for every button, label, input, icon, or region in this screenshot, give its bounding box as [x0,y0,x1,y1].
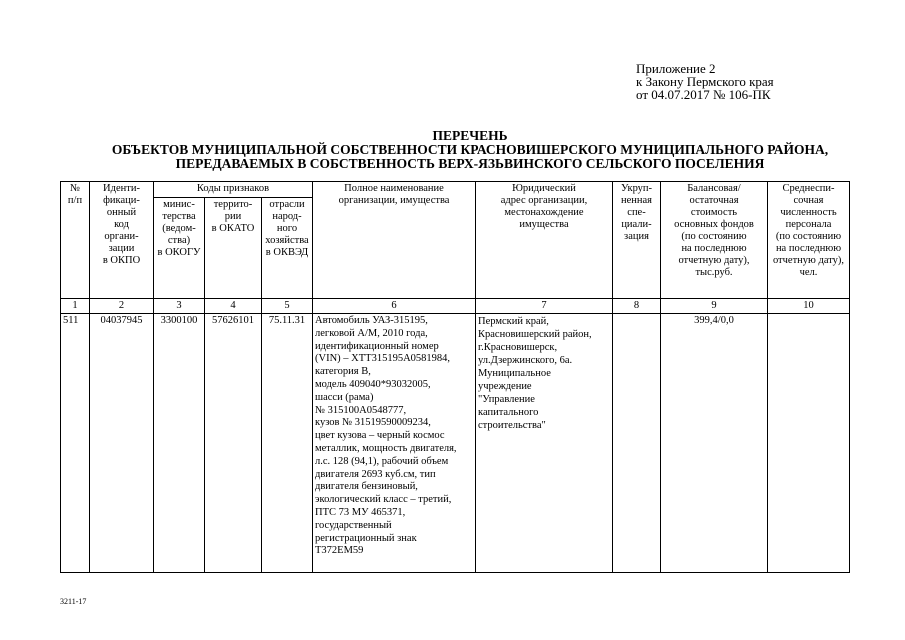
cell-okved: 75.11.31 [262,314,313,573]
header-staff: Среднеспи- сочная численность персонала (по состоянию на последнюю отчетную дату), чел. [768,182,850,299]
cell-okogu: 3300100 [154,314,205,573]
appendix-line-1: Приложение 2 [636,61,716,76]
title-line-2: ОБЪЕКТОВ МУНИЦИПАЛЬНОЙ СОБСТВЕННОСТИ КРАСНОВИШЕРСКОГО МУНИЦИПАЛЬНОГО РАЙОНА, [111,142,829,157]
column-number: 3 [154,299,205,314]
title-line-3: ПЕРЕДАВАЕМЫХ В СОБСТВЕННОСТЬ ВЕРХ-ЯЗЬВИНСКОГО СЕЛЬСКОГО ПОСЕЛЕНИЯ [175,156,765,171]
header-num: № п/п [61,182,90,299]
cell-balance: 399,4/0,0 [661,314,768,573]
property-table [60,181,850,573]
header-okved: отрасли народ- ного хозяйства в ОКВЭД [262,198,313,299]
column-number: 9 [661,299,768,314]
cell-object-name: Автомобиль УАЗ-315195, легковой А/М, 2010 года, идентификационный номер (VIN) – ХТТ315195А0581984, категория В, модель 409040*93032005, шасси (рама) № 315100А0548777, кузов № 31519590009234, цвет кузова – черный космос металлик, мощность двигателя, л.с. 128 (94,1), рабочий объем двигателя 2693 куб.см, тип двигателя бензиновый, экологический класс – третий, ПТС 73 МУ 465371, государственный регистрационный знак Т372ЕМ59 [313,314,476,573]
table-row [61,314,850,573]
cell-okato: 57626101 [205,314,262,573]
appendix-note [636,62,774,101]
column-number-row [61,299,850,314]
header-name: Полное наименование организации, имущества [313,182,476,299]
column-number: 6 [313,299,476,314]
document-code: 3211-17 [60,597,87,606]
header-codes-group: Коды признаков [154,182,313,198]
column-number: 4 [205,299,262,314]
header-specialization: Укруп- ненная спе- циали- зация [613,182,661,299]
appendix-line-2: к Закону Пермского края [636,74,774,89]
header-okogu: минис- терства (ведом- ства) в ОКОГУ [154,198,205,299]
column-number: 5 [262,299,313,314]
title-line-1: ПЕРЕЧЕНЬ [432,128,508,143]
header-okpo: Иденти- фикаци- онный код органи- зации в ОКПО [90,182,154,299]
column-number: 8 [613,299,661,314]
appendix-line-3: от 04.07.2017 № 106-ПК [636,87,771,102]
column-number: 1 [61,299,90,314]
column-number: 10 [768,299,850,314]
header-okato: террито- рии в ОКАТО [205,198,262,299]
header-row-1 [61,182,850,198]
header-balance: Балансовая/ остаточная стоимость основных фондов (по состоянию на последнюю отчетную дату), тыс.руб. [661,182,768,299]
cell-staff [768,314,850,573]
document-title [60,129,880,171]
cell-num: 511 [61,314,90,573]
column-number: 2 [90,299,154,314]
cell-okpo: 04037945 [90,314,154,573]
header-address: Юридический адрес организации, местонахождение имущества [476,182,613,299]
cell-specialization [613,314,661,573]
cell-address: Пермский край, Красновишерский район, г.Красновишерск, ул.Дзержинского, 6а. Муниципальное учреждение "Управление капитального строительства" [476,314,613,573]
column-number: 7 [476,299,613,314]
